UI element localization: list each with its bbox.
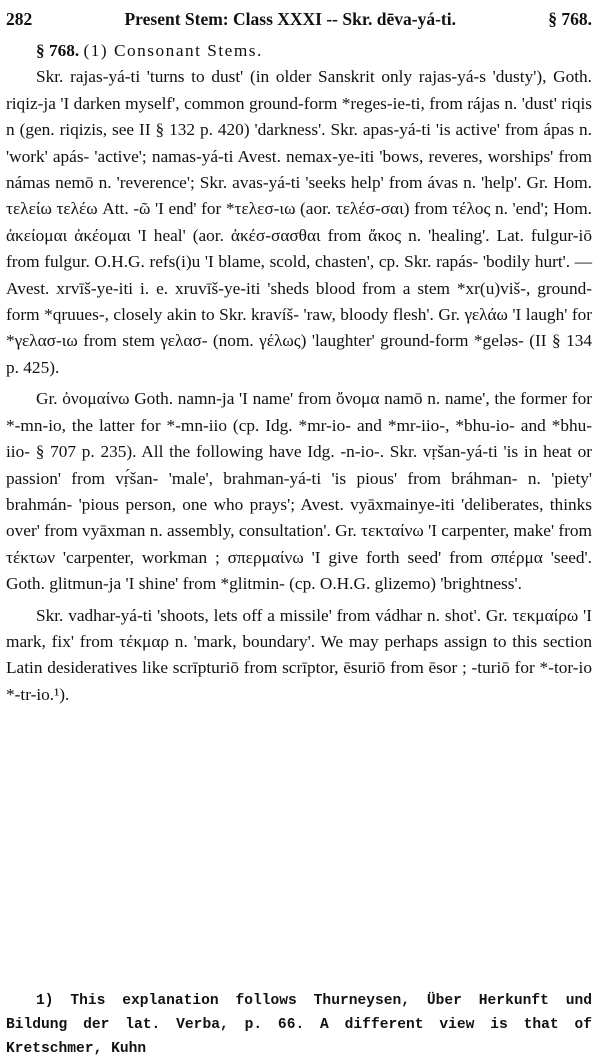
paragraph: Gr. ὀνομαίνω Goth. namn-ja 'I name' from ὄνομα namō n. name', the former for *-mn-io, the latter for *-mn-iio (cp. Idg. *mr-io- and *mr-iio-, *bhu-io- and *bhu-iio- § 707 p. 235). All the following have Idg. -n-io-. Skr. vṛšan-yá-ti 'is in heat or passion' from vṛ́šan- 'male', brahman-yá-ti 'is pious' from bráhman- n. 'piety' brahmán- 'pious person, one who prays'; Avest. vyāxmainye-iti 'deliberates, thinks over' from vyāxman n. assembly, consultation'. Gr. τεκταίνω 'I carpenter, make' from τέκτων 'carpenter, workman ; σπερμαίνω 'I give forth seed' from σπέρμα 'seed'. Goth. glitmun-ja 'I shine' from *glitmin- (cp. O.H.G. glizemo) 'brightness'. xyxy=(6,389,592,594)
paragraph: Skr. vadhar-yá-ti 'shoots, lets off a missile' from vádhar n. shot'. Gr. τεκμαίρω 'I mark, fix' from τέκμαρ n. 'mark, boundary'. We may perhaps assign to this section Latin desideratives like scrīpturiō from scrīptor, ēsuriō from ēsor ; -turiō for *-tor-io *-tr-io.¹). xyxy=(6,605,592,704)
running-header xyxy=(6,4,592,34)
footnote-text: 1) This explanation follows Thurneysen, Über Herkunft und Bildung der lat. Verba, p. 66. A different view is that of Kretschmer, Kuhn xyxy=(6,993,592,1057)
footnote xyxy=(6,989,592,1061)
page-number: 282 xyxy=(6,9,33,29)
paragraph: Skr. rajas-yá-ti 'turns to dust' (in older Sanskrit only rajas-yá-s 'dusty'), Goth. riqiz-ja 'I darken myself', common ground-form *reges-ie-ti, from rájas n. 'dust' riqis n (gen. riqizis, see II § 132 p. 420) 'darkness'. Skr. apas-yá-ti 'is active' from ápas n. 'work' apás- 'active'; namas-yá-ti Avest. nemax-ye-iti 'bows, reveres, worships' from námas nemō n. 'reverence'; Skr. avas-yá-ti 'seeks help' from ávas n. 'help'. Gr. Hom. τελείω τελέω Att. -ῶ 'I end' for *τελεσ-ιω (aor. τελέσ-σαι) from τέλος n. 'end'; Hom. ἀκείομαι ἀκέομαι 'I heal' (aor. ἀκέσ-σασθαι from ἄκος n. 'healing'. Lat. fulgur-iō from fulgur. O.H.G. refs(i)u 'I blame, scold, chasten', cp. Skr. rapás- 'bodily hurt'. — Avest. xrvīš-ye-iti i. e. xruvīš-ye-iti 'sheds blood from a stem *xr(u)viš-, ground-form *qruues-, closely akin to Skr. kravíš- 'raw, bloody flesh'. Gr. γελάω 'I laugh' for *γελασ-ιω from stem γελασ- (nom. γέλως) 'laughter' ground-form *geləs- (II § 134 p. 425). xyxy=(6,67,592,377)
page-body xyxy=(6,38,592,708)
section-heading xyxy=(6,38,592,64)
section-number: § 768. xyxy=(36,41,80,60)
section-reference: § 768. xyxy=(548,9,592,29)
running-title: Present Stem: Class XXXI -- Skr. dēva-yá-ti. xyxy=(124,9,456,29)
section-label: (1) Consonant Stems. xyxy=(83,41,263,60)
